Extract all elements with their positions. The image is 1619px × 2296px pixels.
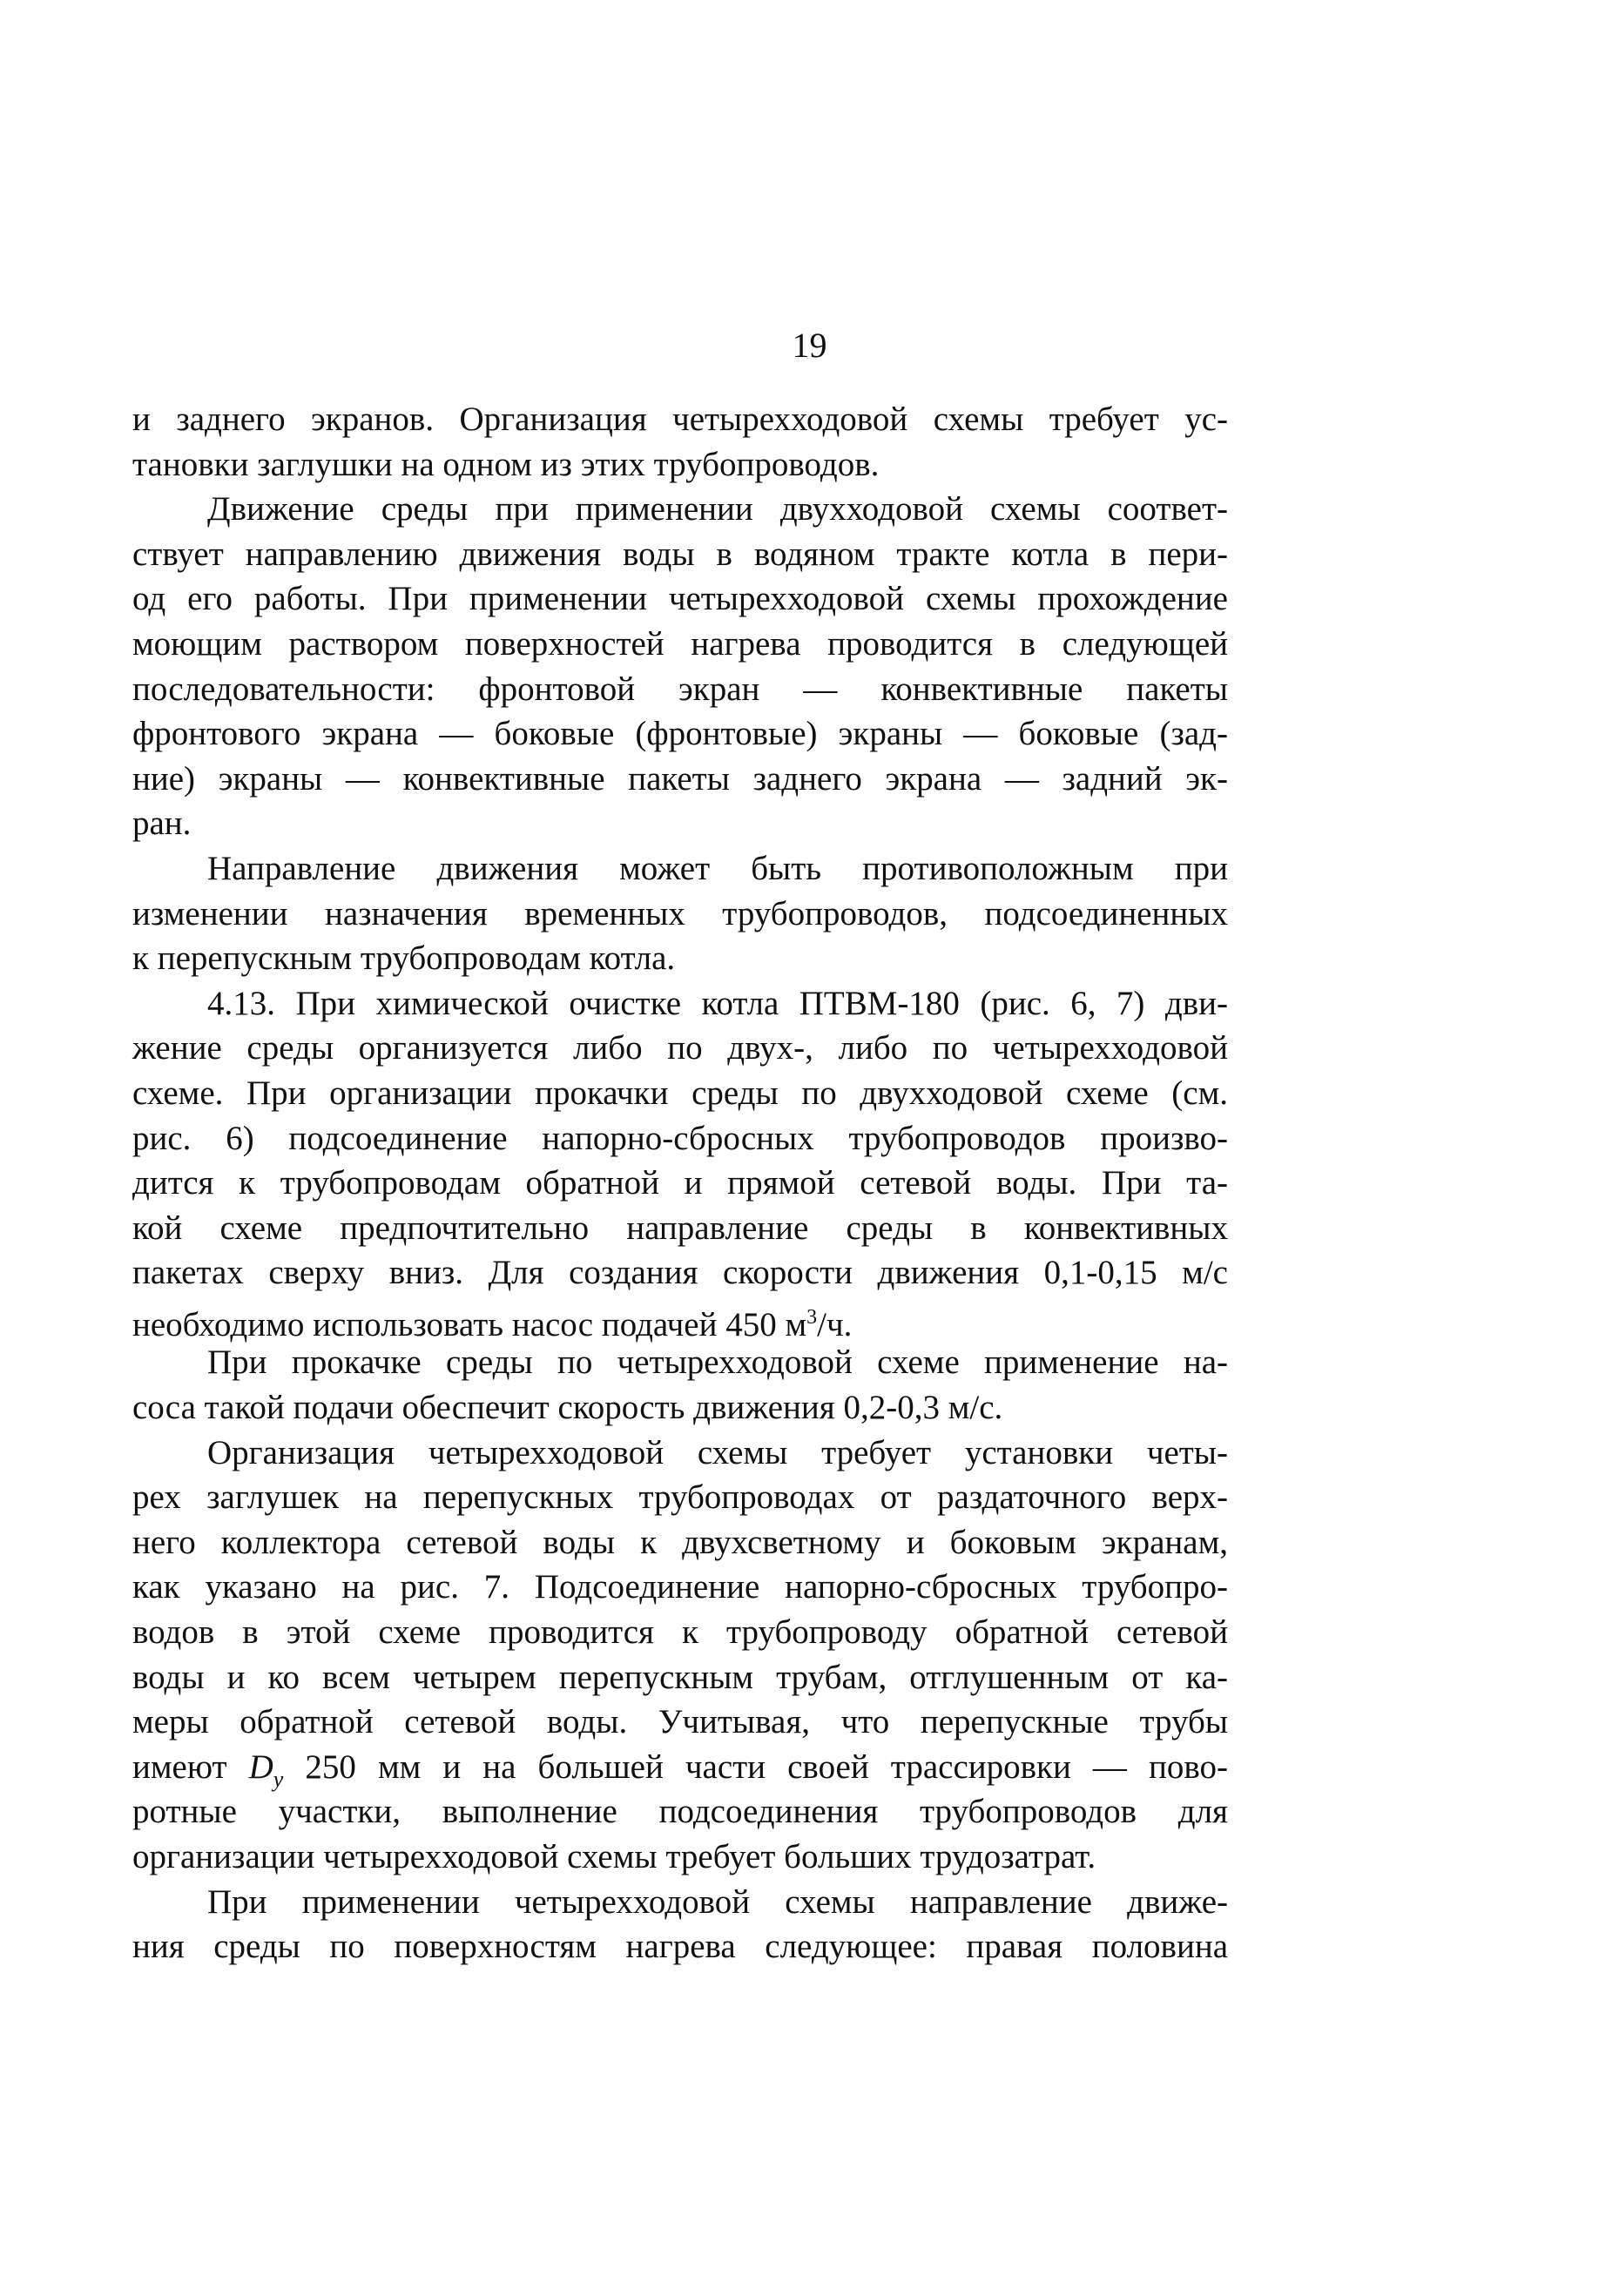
body-text xyxy=(132,397,1228,1969)
text-line: тановки заглушки на одном из этих трубопроводов. xyxy=(132,445,880,483)
paragraph xyxy=(132,487,1228,846)
text-line: него коллектора сетевой воды к двухсветному и боковым экранам, xyxy=(132,1523,1228,1561)
paragraph xyxy=(132,1431,1228,1880)
text-line: моющим раствором поверхностей нагрева проводится в следующей xyxy=(132,624,1228,663)
text-line: последовательности: фронтовой экран — конвективные пакеты xyxy=(132,670,1228,708)
variable-symbol: D xyxy=(248,1747,273,1786)
superscript: 3 xyxy=(806,1305,818,1329)
text-line: Движение среды при применении двухходовой схемы соответ- xyxy=(207,490,1228,529)
paragraph xyxy=(132,1340,1228,1430)
paragraph xyxy=(132,1880,1228,1969)
paragraph xyxy=(132,397,1228,487)
text-line: Организация четырехходовой схемы требует установки четы- xyxy=(207,1433,1228,1471)
text-line: воды и ко всем четырем перепускным трубам, отглушенным от ка- xyxy=(132,1658,1228,1696)
text-line: 4.13. При химической очистке котла ПТВМ-180 (рис. 6, 7) дви- xyxy=(207,984,1228,1022)
text-line: пакетах сверху вниз. Для создания скорости движения 0,1-0,15 м/с xyxy=(132,1254,1228,1292)
text-line xyxy=(132,1745,1228,1790)
text-fragment: необходимо использовать насос подачей 450 м xyxy=(132,1305,807,1343)
text-line: рис. 6) подсоединение напорно-сбросных трубопроводов произво- xyxy=(132,1119,1228,1157)
text-line: дится к трубопроводам обратной и прямой сетевой воды. При та- xyxy=(132,1164,1228,1202)
paragraph xyxy=(132,846,1228,981)
text-line: од его работы. При применении четырехходовой схемы прохождение xyxy=(132,580,1228,618)
text-line: водов в этой схеме проводится к трубопроводу обратной сетевой xyxy=(132,1613,1228,1652)
text-line: и заднего экранов. Организация четырехходовой схемы требует ус- xyxy=(132,401,1228,438)
text-line: как указано на рис. 7. Подсоединение напорно-сбросных трубопро- xyxy=(132,1568,1228,1606)
text-fragment: /ч. xyxy=(817,1305,853,1343)
text-line: ран. xyxy=(132,805,192,843)
text-line: организации четырехходовой схемы требует больших трудозатрат. xyxy=(132,1838,1096,1875)
text-line: ние) экраны — конвективные пакеты заднего экрана — задний эк- xyxy=(132,759,1228,798)
text-line: изменении назначения временных трубопроводов, подсоединенных xyxy=(132,894,1228,933)
text-line: При прокачке среды по четырехходовой схеме применение на- xyxy=(207,1343,1228,1382)
paragraph xyxy=(132,981,1228,1341)
text-line xyxy=(132,1296,1228,1341)
text-line: кой схеме предпочтительно направление среды в конвективных xyxy=(132,1209,1228,1247)
text-line: ствует направлению движения воды в водяном тракте котла в пери- xyxy=(132,535,1228,573)
text-line: рех заглушек на перепускных трубопроводах от раздаточного верх- xyxy=(132,1478,1228,1517)
text-line: ротные участки, выполнение подсоединения трубопроводов для xyxy=(132,1793,1228,1831)
text-line: соса такой подачи обеспечит скорость движения 0,2-0,3 м/с. xyxy=(132,1389,1003,1427)
page-number: 19 xyxy=(792,326,827,365)
text-line: к перепускным трубопроводам котла. xyxy=(132,939,676,978)
text-line: схеме. При организации прокачки среды по двухходовой схеме (см. xyxy=(132,1074,1228,1112)
text-fragment: 250 мм и на большей части своей трассировки — пово- xyxy=(283,1747,1228,1786)
text-line: Направление движения может быть противоположным при xyxy=(207,849,1228,887)
text-line: При применении четырехходовой схемы направление движе- xyxy=(207,1882,1228,1921)
text-line: ния среды по поверхностям нагрева следующее: правая половина xyxy=(132,1928,1228,1966)
text-line: фронтового экрана — боковые (фронтовые) экраны — боковые (зад- xyxy=(132,715,1228,753)
text-fragment: имеют xyxy=(132,1747,249,1786)
subscript: у xyxy=(273,1766,284,1792)
text-line: жение среды организуется либо по двух-, либо по четырехходовой xyxy=(132,1029,1228,1067)
text-line: меры обратной сетевой воды. Учитывая, что перепускные трубы xyxy=(132,1703,1228,1741)
